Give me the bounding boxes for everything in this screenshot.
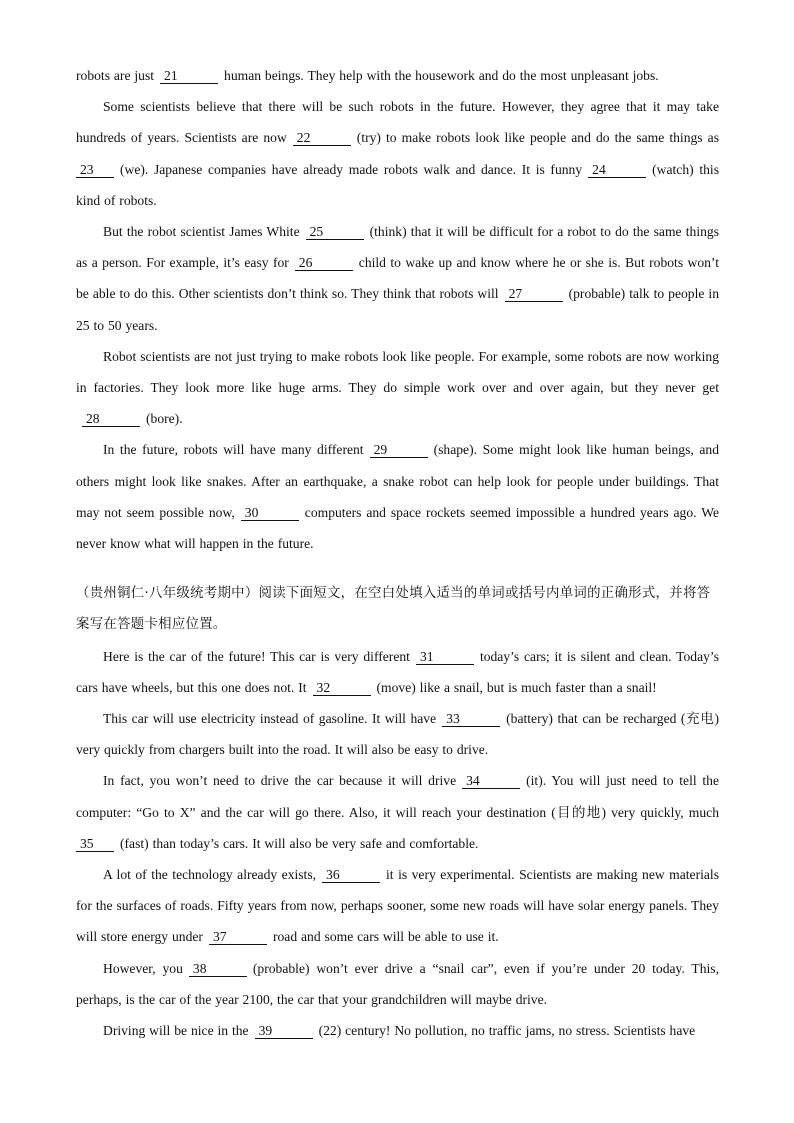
blank-26[interactable]: 26 bbox=[295, 255, 353, 271]
text: (probable) won’t ever drive a “snail car”, even if you’re under 20 today. This, perhaps, is the car of the year 2100, the car that your grandchildren will maybe drive. bbox=[76, 960, 719, 1007]
document-page bbox=[76, 60, 719, 1046]
blank-29[interactable]: 29 bbox=[370, 442, 428, 458]
blank-23[interactable]: 23 bbox=[76, 162, 114, 178]
blank-32[interactable]: 32 bbox=[313, 680, 371, 696]
blank-25[interactable]: 25 bbox=[306, 224, 364, 240]
blank-39[interactable]: 39 bbox=[255, 1023, 313, 1039]
text: (it). You will just need to tell the computer: “Go to X” and the car will go there. Also, it will reach your destination (目的地) very quickly, much bbox=[76, 773, 720, 820]
section-gap bbox=[76, 559, 719, 578]
text: today’s cars; it is silent and clean. Today’s cars have wheels, but this one does not. It bbox=[76, 648, 719, 695]
text: computers and space rockets seemed impossible a hundred years ago. We never know what will happen in the future. bbox=[76, 504, 719, 552]
text: In the future, robots will have many different bbox=[103, 442, 364, 458]
passage1-paragraph-2 bbox=[76, 91, 719, 216]
text: (probable) talk to people in 25 to 50 years. bbox=[76, 286, 719, 333]
blank-27[interactable]: 27 bbox=[505, 286, 563, 302]
text: Some scientists believe that there will be such robots in the future. However, they agree that it may take hundreds of years. Scientists are now bbox=[76, 99, 719, 146]
text: This car will use electricity instead of gasoline. It will have bbox=[103, 711, 437, 727]
text: child to wake up and know where he or she is. But robots won’t be able to do this. Other scientists don’t think so. They think that robots will bbox=[76, 255, 719, 302]
passage2-paragraph-1 bbox=[76, 641, 719, 703]
blank-24[interactable]: 24 bbox=[588, 162, 646, 178]
exercise-instruction: （贵州铜仁·八年级统考期中）阅读下面短文，在空白处填入适当的单词或括号内单词的正确形式，并将答案写在答题卡相应位置。 bbox=[76, 586, 711, 633]
blank-30[interactable]: 30 bbox=[241, 505, 299, 521]
passage1-paragraph-5 bbox=[76, 434, 719, 559]
text: (battery) that can be recharged (充电) very quickly from chargers built into the road. It will also be easy to drive. bbox=[76, 711, 719, 758]
text: it is very experimental. Scientists are making new materials for the surfaces of roads. Fifty years from now, perhaps sooner, some new roads will have solar energy panels. They will store energy under bbox=[76, 867, 719, 945]
passage1-paragraph-1 bbox=[76, 60, 719, 91]
text: However, you bbox=[103, 960, 183, 976]
blank-38[interactable]: 38 bbox=[189, 961, 247, 977]
text: (try) to make robots look like people and do the same things as bbox=[356, 130, 719, 146]
blank-28[interactable]: 28 bbox=[82, 411, 140, 427]
text: (we). Japanese companies have already made robots walk and dance. It is funny bbox=[120, 161, 583, 177]
blank-37[interactable]: 37 bbox=[209, 929, 267, 945]
text: (shape). Some might look like human beings, and others might look like snakes. After an earthquake, a snake robot can help look for people under buildings. That may not seem possible now, bbox=[76, 442, 719, 520]
text: (fast) than today’s cars. It will also be very safe and comfortable. bbox=[120, 835, 479, 851]
text: road and some cars will be able to use it. bbox=[272, 929, 499, 945]
passage2-paragraph-4 bbox=[76, 859, 719, 953]
passage1-paragraph-3 bbox=[76, 216, 719, 341]
blank-34[interactable]: 34 bbox=[462, 773, 520, 789]
text: (22) century! No pollution, no traffic jams, no stress. Scientists have bbox=[318, 1023, 696, 1039]
passage2-paragraph-2 bbox=[76, 703, 719, 765]
text: (bore). bbox=[146, 411, 183, 427]
blank-36[interactable]: 36 bbox=[322, 867, 380, 883]
text: (think) that it will be difficult for a robot to do the same things as a person. For example, it’s easy for bbox=[76, 224, 719, 271]
text: But the robot scientist James White bbox=[103, 224, 300, 240]
text: Driving will be nice in the bbox=[103, 1023, 249, 1039]
blank-35[interactable]: 35 bbox=[76, 836, 114, 852]
text: In fact, you won’t need to drive the car because it will drive bbox=[103, 773, 457, 789]
text: Robot scientists are not just trying to make robots look like people. For example, some robots are now working in factories. They look more like huge arms. They do simple work over and over again, but they never get bbox=[76, 348, 719, 396]
text: robots are just bbox=[76, 68, 155, 83]
text: human beings. They help with the housework and do the most unpleasant jobs. bbox=[224, 68, 659, 83]
blank-22[interactable]: 22 bbox=[293, 130, 351, 146]
passage2-paragraph-6 bbox=[76, 1015, 719, 1046]
passage2-paragraph-3 bbox=[76, 765, 719, 859]
text: (move) like a snail, but is much faster than a snail! bbox=[376, 679, 657, 695]
text: (watch) this kind of robots. bbox=[76, 161, 719, 208]
text: Here is the car of the future! This car is very different bbox=[103, 648, 410, 664]
passage2-paragraph-5 bbox=[76, 953, 719, 1015]
passage1-paragraph-4 bbox=[76, 341, 719, 435]
text: A lot of the technology already exists, bbox=[103, 867, 317, 883]
blank-31[interactable]: 31 bbox=[416, 649, 474, 665]
blank-21[interactable]: 21 bbox=[160, 68, 218, 84]
blank-33[interactable]: 33 bbox=[442, 711, 500, 727]
